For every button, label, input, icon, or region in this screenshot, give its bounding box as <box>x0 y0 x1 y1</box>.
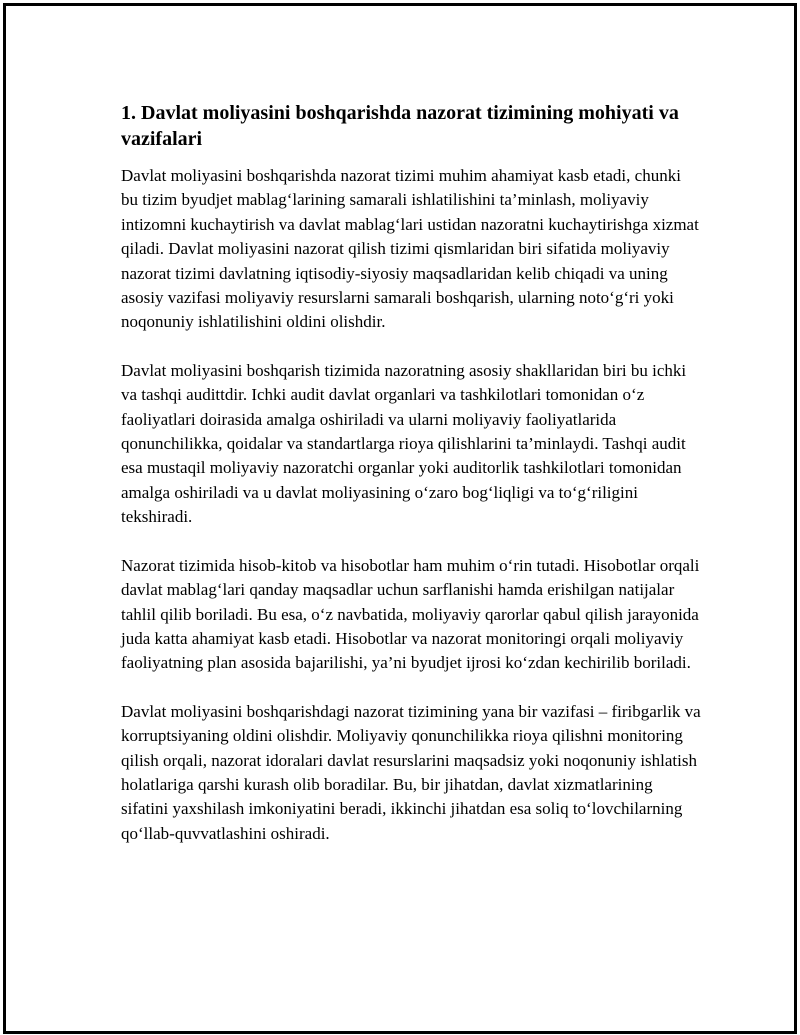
paragraph-2: Davlat moliyasini boshqarish tizimida nazoratning asosiy shakllaridan biri bu ichki va tashqi audittdir. Ichki audit davlat organlari va tashkilotlari tomonidan o‘z faoliyatlari doirasida amalga oshiriladi va ularni moliyaviy faoliyatlarida qonunchilikka, qoidalar va standartlarga rioya qilishlarini ta’minlaydi. Tashqi audit esa mustaqil moliyaviy nazoratchi organlar yoki auditorlik tashkilotlari tomonidan amalga oshiriladi va u davlat moliyasining o‘zaro bog‘liqligi va to‘g‘riligini tekshiradi. <box>121 360 687 527</box>
page-frame <box>3 3 797 1034</box>
section-heading: 1. Davlat moliyasini boshqarishda nazorat tizimining mohiyati va vazifalari <box>121 102 679 150</box>
paragraph-1: Davlat moliyasini boshqarishda nazorat tizimi muhim ahamiyat kasb etadi, chunki bu tizim byudjet mablag‘larining samarali ishlatilishini ta’minlash, moliyaviy intizomni kuchaytirish va davlat mablag‘lari ustidan nazoratni kuchaytirishga xizmat qiladi. Davlat moliyasini nazorat qilish tizimi qismlaridan biri sifatida moliyaviy nazorat tizimi davlatning iqtisodiy-siyosiy maqsadlaridan kelib chiqadi va uning asosiy vazifasi moliyaviy resurslarni samarali boshqarish, ularning noto‘g‘ri yoki noqonuniy ishlatilishini oldini olishdir. <box>121 166 699 332</box>
document-body <box>121 100 701 870</box>
paragraph-4: Davlat moliyasini boshqarishdagi nazorat tizimining yana bir vazifasi – firibgarlik va korruptsiyaning oldini olishdir. Moliyaviy qonunchilikka rioya qilishni monitoring qilish orqali, nazorat idoralari davlat resurslarini maqsadsiz yoki noqonuniy ishlatish holatlariga qarshi kurash olib boradilar. Bu, bir jihatdan, davlat xizmatlarining sifatini yaxshilash imkoniyatini beradi, ikkinchi jihatdan esa soliq to‘lovchilarning qo‘llab-quvvatlashini oshiradi. <box>121 701 701 843</box>
paragraph-3: Nazorat tizimida hisob-kitob va hisobotlar ham muhim o‘rin tutadi. Hisobotlar orqali davlat mablag‘lari qanday maqsadlar uchun sarflanishi hamda erishilgan natijalar tahlil qilib boriladi. Bu esa, o‘z navbatida, moliyaviy qarorlar qabul qilish jarayonida juda katta ahamiyat kasb etadi. Hisobotlar va nazorat monitoringi orqali moliyaviy faoliyatning plan asosida bajarilishi, ya’ni byudjet ijrosi ko‘zdan kechirilib boriladi. <box>121 555 700 673</box>
